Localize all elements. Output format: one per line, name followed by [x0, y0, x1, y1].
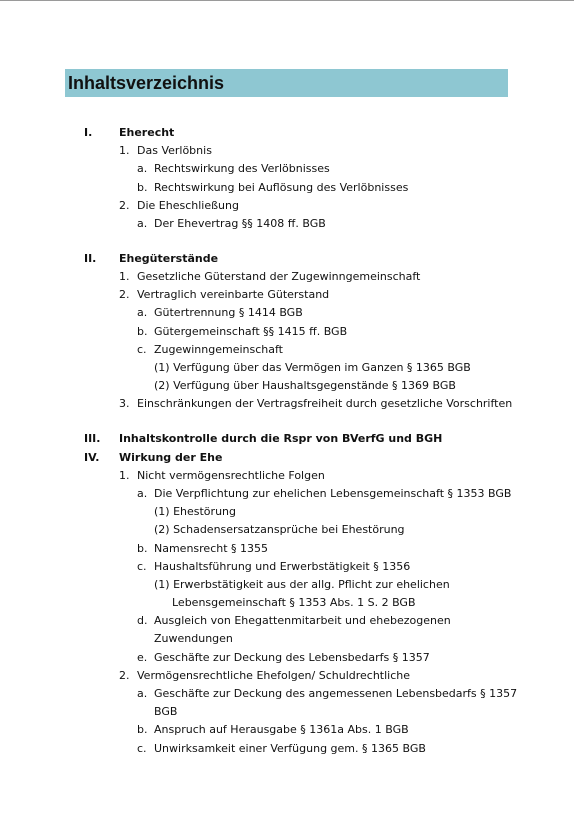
toc-item	[0, 268, 574, 286]
toc-subitem	[0, 740, 574, 758]
subitem-text: Rechtswirkung bei Auflösung des Verlöbnisses	[154, 180, 409, 194]
toc-subitem	[0, 304, 574, 322]
toc-point	[0, 377, 574, 395]
section-number: I.	[84, 126, 93, 139]
toc-subitem	[0, 485, 574, 503]
subitem-text: Ausgleich von Ehegattenmitarbeit und ehebezogenen	[154, 614, 451, 628]
point-text: (2) Schadensersatzansprüche bei Ehestörung	[154, 523, 405, 537]
toc-title: Inhaltsverzeichnis	[65, 69, 508, 97]
section-title: Ehegüterstände	[119, 251, 219, 265]
subitem-letter: b.	[137, 723, 148, 737]
toc-subitem	[0, 323, 574, 341]
subitem-text-continuation: Zuwendungen	[154, 632, 233, 646]
item-text: Nicht vermögensrechtliche Folgen	[137, 468, 325, 482]
subitem-text: Die Verpflichtung zur ehelichen Lebensgemeinschaft § 1353 BGB	[154, 486, 512, 500]
subitem-text-continuation: BGB	[154, 705, 178, 719]
item-number: 1.	[119, 270, 130, 284]
point-text: (1) Verfügung über das Vermögen im Ganzen § 1365 BGB	[154, 361, 471, 375]
subitem-text: Unwirksamkeit einer Verfügung gem. § 1365 BGB	[154, 741, 426, 755]
point-text-continuation: Lebensgemeinschaft § 1353 Abs. 1 S. 2 BGB	[172, 596, 416, 610]
item-text: Vertraglich vereinbarte Güterstand	[137, 288, 330, 302]
point-text: (1) Erwerbstätigkeit aus der allg. Pflicht zur ehelichen	[154, 577, 450, 591]
item-text: Die Eheschließung	[137, 198, 239, 212]
toc-point	[0, 576, 574, 594]
item-number: 2.	[119, 198, 130, 212]
subitem-text: Anspruch auf Herausgabe § 1361a Abs. 1 BGB	[154, 723, 409, 737]
table-of-contents	[0, 124, 574, 758]
point-text: (2) Verfügung über Haushaltsgegenstände § 1369 BGB	[154, 379, 456, 393]
item-text: Einschränkungen der Vertragsfreiheit durch gesetzliche Vorschriften	[137, 397, 513, 411]
item-number: 2.	[119, 288, 130, 302]
section-title: Eherecht	[119, 126, 175, 139]
section-title: Wirkung der Ehe	[119, 450, 223, 464]
item-text: Gesetzliche Güterstand der Zugewinngemeinschaft	[137, 270, 421, 284]
section-spacer	[0, 414, 574, 431]
item-text: Das Verlöbnis	[137, 144, 212, 158]
item-number: 3.	[119, 397, 130, 411]
toc-subitem-continuation	[0, 630, 574, 648]
subitem-letter: b.	[137, 541, 148, 555]
subitem-text: Der Ehevertrag §§ 1408 ff. BGB	[154, 216, 326, 230]
subitem-letter: d.	[137, 614, 148, 628]
toc-subitem	[0, 215, 574, 233]
item-number: 1.	[119, 468, 130, 482]
subitem-letter: a.	[137, 162, 148, 176]
toc-section-1	[0, 124, 574, 142]
subitem-text: Zugewinngemeinschaft	[154, 342, 283, 356]
toc-item	[0, 142, 574, 160]
toc-point	[0, 359, 574, 377]
toc-item	[0, 467, 574, 485]
toc-item	[0, 197, 574, 215]
toc-subitem	[0, 341, 574, 359]
toc-point-continuation	[0, 594, 574, 612]
toc-subitem	[0, 160, 574, 178]
toc-section-4	[0, 449, 574, 467]
subitem-letter: b.	[137, 180, 148, 194]
item-text: Vermögensrechtliche Ehefolgen/ Schuldrechtliche	[137, 668, 411, 682]
toc-subitem	[0, 179, 574, 197]
point-text: (1) Ehestörung	[154, 505, 236, 519]
toc-section-2	[0, 250, 574, 268]
toc-subitem	[0, 649, 574, 667]
section-spacer	[0, 233, 574, 250]
subitem-letter: c.	[137, 559, 147, 573]
toc-item	[0, 286, 574, 304]
toc-item	[0, 395, 574, 413]
section-number: III.	[84, 432, 101, 446]
subitem-letter: a.	[137, 306, 148, 320]
subitem-text: Gütertrennung § 1414 BGB	[154, 306, 303, 320]
top-border-line	[0, 0, 574, 1]
toc-subitem-continuation	[0, 703, 574, 721]
section-title: Inhaltskontrolle durch die Rspr von BVerfG und BGH	[119, 432, 443, 446]
toc-item	[0, 667, 574, 685]
section-number: II.	[84, 251, 97, 265]
subitem-text: Gütergemeinschaft §§ 1415 ff. BGB	[154, 324, 348, 338]
subitem-text: Geschäfte zur Deckung des angemessenen Lebensbedarfs § 1357	[154, 687, 518, 701]
toc-point	[0, 521, 574, 539]
subitem-letter: e.	[137, 650, 148, 664]
subitem-letter: c.	[137, 741, 147, 755]
subitem-letter: c.	[137, 342, 147, 356]
subitem-letter: a.	[137, 216, 148, 230]
toc-section-3	[0, 430, 574, 448]
subitem-text: Namensrecht § 1355	[154, 541, 269, 555]
toc-point	[0, 503, 574, 521]
section-number: IV.	[84, 450, 100, 464]
subitem-letter: b.	[137, 324, 148, 338]
subitem-text: Geschäfte zur Deckung des Lebensbedarfs § 1357	[154, 650, 430, 664]
toc-subitem	[0, 612, 574, 630]
toc-subitem	[0, 558, 574, 576]
item-number: 2.	[119, 668, 130, 682]
toc-subitem	[0, 685, 574, 703]
toc-subitem	[0, 721, 574, 739]
subitem-text: Rechtswirkung des Verlöbnisses	[154, 162, 330, 176]
subitem-text: Haushaltsführung und Erwerbstätigkeit § 1356	[154, 559, 411, 573]
subitem-letter: a.	[137, 486, 148, 500]
item-number: 1.	[119, 144, 130, 158]
toc-subitem	[0, 540, 574, 558]
subitem-letter: a.	[137, 687, 148, 701]
